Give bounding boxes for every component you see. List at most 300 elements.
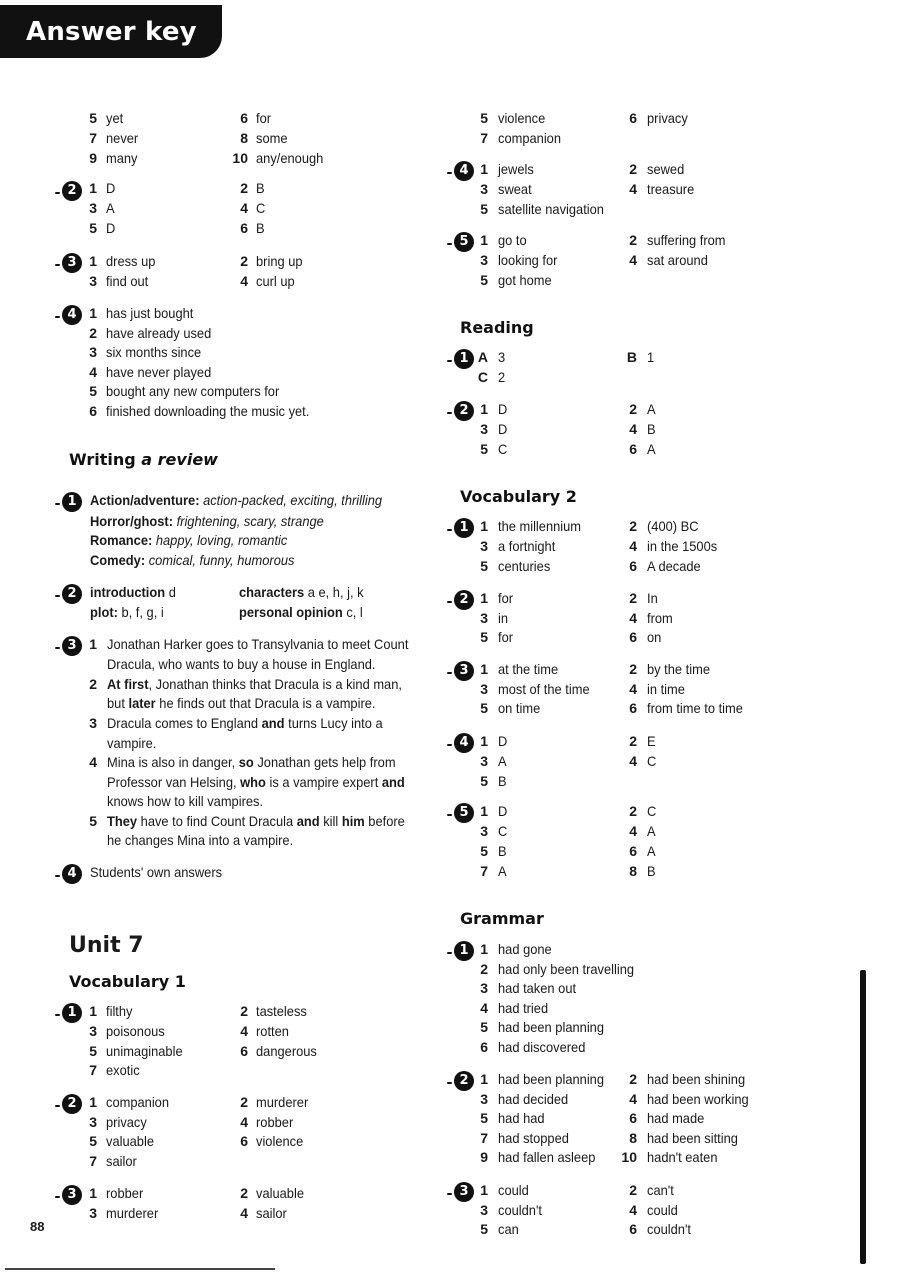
item-answer: sailor: [256, 1205, 287, 1221]
item-number: 4: [629, 181, 637, 197]
item-number: 2: [240, 180, 248, 196]
item-answer: suffering from: [647, 232, 726, 248]
item-answer: had stopped: [498, 1129, 569, 1146]
text-run: a e, h, j, k: [304, 584, 364, 600]
writing-3-line: vampire.: [107, 735, 157, 751]
text-run: before: [364, 813, 405, 829]
item-number: 5: [89, 1133, 97, 1150]
item-answer: C: [647, 803, 657, 819]
writing-1-line: [90, 513, 324, 529]
item-number: 5: [480, 629, 488, 646]
exercise-number-badge: 1: [454, 349, 474, 369]
item-answer: most of the time: [498, 680, 590, 697]
item-answer: on: [647, 629, 662, 646]
item-answer: at the time: [498, 661, 559, 677]
item-number: 2: [240, 1185, 248, 1201]
item-number: 6: [629, 441, 637, 457]
item-answer: robber: [106, 1185, 144, 1201]
text-run: Jonathan gets help from: [253, 754, 396, 770]
item-number: 2: [629, 161, 637, 177]
item-number: 1: [480, 941, 488, 957]
item-answer: a fortnight: [498, 538, 556, 554]
item-number: 3: [89, 1205, 97, 1221]
item-number: 4: [240, 273, 248, 289]
item-number: 5: [480, 773, 488, 789]
item-number: 2: [629, 1071, 637, 1087]
item-number: 6: [629, 700, 637, 717]
item-answer: in: [498, 609, 509, 626]
item-answer: murderer: [256, 1094, 309, 1110]
text-run: have to find Count Dracula: [137, 813, 297, 829]
writing-1-line: [90, 492, 382, 508]
exercise-number-badge: 2: [454, 401, 474, 421]
unit-heading: Unit 7: [69, 933, 144, 958]
text-run: b, f, g, i: [117, 604, 164, 620]
item-number: 3: [89, 344, 97, 361]
item-answer: sweat: [498, 181, 532, 197]
exercise-number-badge: 4: [454, 733, 474, 753]
item-number: 4: [240, 1113, 248, 1130]
item-answer: robber: [256, 1113, 294, 1130]
item-number: 5: [480, 843, 488, 859]
item-number: 3: [480, 181, 488, 197]
item-answer: C: [256, 200, 266, 216]
item-number: 4: [89, 363, 97, 380]
item-number: 2: [240, 1003, 248, 1019]
item-answer: privacy: [647, 110, 688, 126]
item-answer: E: [647, 733, 656, 749]
text-run: kill: [319, 813, 342, 829]
item-answer: (400) BC: [647, 518, 699, 534]
exercise-number-badge: 3: [62, 1185, 82, 1205]
item-answer: B: [498, 773, 507, 789]
item-number: 5: [480, 201, 488, 217]
item-answer: from time to time: [647, 700, 743, 717]
item-answer: privacy: [106, 1113, 147, 1130]
item-answer: had been sitting: [647, 1129, 738, 1146]
item-number: 6: [89, 403, 97, 419]
item-answer: poisonous: [106, 1022, 165, 1039]
item-answer: 2: [498, 369, 506, 385]
writing-2-line: [90, 584, 176, 600]
item-answer: for: [256, 110, 272, 126]
section-heading-writing: [69, 450, 218, 469]
text-run: personal opinion: [239, 604, 343, 620]
item-number: 2: [629, 733, 637, 749]
text-run: introduction: [90, 584, 166, 600]
item-answer: had discovered: [498, 1039, 586, 1055]
exercise-number-badge: 5: [454, 803, 474, 823]
item-answer: filthy: [106, 1003, 133, 1019]
item-number: 6: [629, 629, 637, 646]
text-run: Mina is also in danger,: [107, 754, 239, 770]
text-run: is a vampire expert: [265, 774, 382, 790]
item-number: 4: [629, 680, 637, 697]
writing-3-line: [107, 813, 405, 829]
text-run: frightening, scary, strange: [176, 513, 324, 529]
item-answer: had been planning: [498, 1071, 605, 1087]
item-number: 1: [480, 590, 488, 606]
writing-1-line: [90, 552, 294, 568]
item-answer: dress up: [106, 253, 156, 269]
item-answer: A: [647, 441, 656, 457]
item-answer: for: [498, 590, 514, 606]
item-number: 6: [629, 1221, 637, 1238]
item-answer: had tried: [498, 999, 549, 1016]
item-answer: yet: [106, 110, 124, 126]
item-number: 1: [480, 161, 488, 177]
item-answer: hadn't eaten: [647, 1149, 718, 1166]
item-answer: B: [647, 421, 656, 437]
writing-3-line: [107, 774, 405, 790]
item-number: 4: [629, 252, 637, 268]
item-answer: any/enough: [256, 150, 324, 166]
item-number: 1: [480, 803, 488, 819]
writing-4-answer: Students' own answers: [90, 864, 223, 880]
item-answer: had had: [498, 1110, 545, 1127]
item-number: 3: [480, 980, 488, 997]
item-number: 3: [89, 1022, 97, 1039]
item-number: 1: [89, 1185, 97, 1201]
item-number: 3: [480, 609, 488, 626]
item-answer: violence: [498, 110, 546, 126]
writing-3-line: [107, 676, 402, 692]
page-header-title: Answer key: [26, 17, 197, 47]
item-answer: finished downloading the music yet.: [106, 403, 310, 419]
item-answer: never: [106, 130, 139, 146]
item-number: 3: [480, 823, 488, 839]
text-run: plot:: [90, 604, 118, 620]
exercise-number-badge: 5: [454, 232, 474, 252]
item-number: 4: [629, 1090, 637, 1107]
item-answer: got home: [498, 272, 552, 288]
item-number: 6: [629, 558, 637, 574]
item-number: 3: [89, 1113, 97, 1130]
writing-2-line: [239, 604, 363, 620]
item-answer: companion: [498, 130, 562, 146]
exercise-number-badge: 3: [62, 253, 82, 273]
item-number: 4: [240, 1205, 248, 1221]
writing-3-line: knows how to kill vampires.: [107, 793, 264, 809]
text-run: They: [107, 813, 138, 829]
bottom-rule: [5, 1268, 275, 1270]
item-number: 4: [629, 609, 637, 626]
writing-3-line: [107, 715, 383, 731]
item-number: 6: [480, 1039, 488, 1055]
text-run: comical, funny, humorous: [148, 552, 295, 568]
exercise-number-badge: 3: [62, 636, 82, 656]
item-answer: D: [106, 220, 116, 236]
item-number: 7: [89, 1062, 97, 1079]
text-run: he finds out that Dracula is a vampire.: [155, 695, 376, 711]
item-answer: D: [498, 733, 508, 749]
item-answer: had been working: [647, 1090, 749, 1107]
item-number: 3: [480, 538, 488, 554]
heading-text: Writing: [69, 450, 142, 469]
text-run: who: [240, 774, 266, 790]
exercise-number-badge: 1: [454, 518, 474, 538]
item-answer: violence: [256, 1133, 304, 1150]
item-answer: had been shining: [647, 1071, 746, 1087]
item-answer: by the time: [647, 661, 711, 677]
item-answer: dangerous: [256, 1042, 317, 1059]
item-answer: can't: [647, 1182, 674, 1198]
margin-bar: [860, 970, 866, 1264]
item-number: 4: [629, 421, 637, 437]
exercise-number-badge: 2: [454, 590, 474, 610]
item-answer: A decade: [647, 558, 701, 574]
item-number: 2: [89, 676, 97, 692]
section-heading-vocabulary-2: Vocabulary 2: [460, 487, 577, 506]
item-number: 1: [89, 636, 97, 652]
item-answer: D: [106, 180, 116, 196]
item-number: 10: [621, 1149, 637, 1166]
text-run: turns Lucy into a: [284, 715, 383, 731]
item-answer: B: [256, 180, 265, 196]
item-number: 1: [89, 1094, 97, 1110]
text-run: Action/adventure:: [90, 492, 204, 508]
text-run: and: [261, 715, 285, 731]
exercise-number-badge: 2: [454, 1071, 474, 1091]
item-answer: A: [498, 753, 507, 769]
item-answer: unimaginable: [106, 1042, 183, 1059]
item-number: B: [626, 349, 637, 365]
item-number: 2: [629, 401, 637, 417]
text-run: , Jonathan thinks that Dracula is a kind man,: [148, 676, 402, 692]
item-answer: couldn't: [647, 1221, 692, 1238]
item-answer: satellite navigation: [498, 201, 604, 217]
writing-3-line: Dracula, who wants to buy a house in England.: [107, 656, 376, 672]
item-number: 1: [480, 733, 488, 749]
text-run: c, l: [342, 604, 363, 620]
item-number: 4: [240, 1022, 248, 1039]
item-answer: murderer: [106, 1205, 159, 1221]
text-run: him: [341, 813, 365, 829]
item-answer: sewed: [647, 161, 685, 177]
exercise-number-badge: 1: [62, 492, 82, 512]
text-run: Comedy:: [90, 552, 149, 568]
item-number: 4: [629, 823, 637, 839]
item-answer: six months since: [106, 344, 202, 361]
writing-3-line: [107, 754, 396, 770]
text-run: Dracula comes to England: [107, 715, 262, 731]
text-run: Horror/ghost:: [90, 513, 177, 529]
item-answer: C: [498, 441, 508, 457]
item-number: 2: [480, 960, 488, 977]
item-answer: valuable: [256, 1185, 304, 1201]
item-number: 3: [89, 715, 97, 731]
item-answer: had taken out: [498, 980, 577, 997]
item-number: 1: [480, 661, 488, 677]
text-run: Professor van Helsing,: [107, 774, 241, 790]
item-number: 3: [480, 680, 488, 697]
item-answer: some: [256, 130, 288, 146]
item-number: 3: [89, 200, 97, 216]
text-run: later: [128, 695, 156, 711]
item-answer: can: [498, 1221, 519, 1238]
exercise-number-badge: 4: [62, 864, 82, 884]
item-number: 2: [629, 232, 637, 248]
item-number: 2: [629, 803, 637, 819]
item-answer: in time: [647, 680, 685, 697]
item-answer: A: [498, 863, 507, 879]
item-number: 1: [89, 180, 97, 196]
item-number: 5: [480, 110, 488, 126]
item-answer: companion: [106, 1094, 170, 1110]
exercise-number-badge: 2: [62, 584, 82, 604]
item-number: 5: [89, 110, 97, 126]
item-number: 8: [629, 1129, 637, 1146]
item-number: 1: [480, 1071, 488, 1087]
item-number: 2: [89, 324, 97, 341]
item-number: 2: [629, 518, 637, 534]
text-run: but: [107, 695, 129, 711]
exercise-number-badge: 1: [454, 941, 474, 961]
item-number: 2: [629, 590, 637, 606]
item-answer: D: [498, 421, 508, 437]
exercise-number-badge: 1: [62, 1003, 82, 1023]
item-number: 1: [89, 253, 97, 269]
item-number: 3: [480, 252, 488, 268]
item-number: 6: [240, 1133, 248, 1150]
item-number: 5: [89, 813, 97, 829]
writing-3-line: [107, 695, 375, 711]
item-answer: the millennium: [498, 518, 582, 534]
writing-3-line: he changes Mina into a vampire.: [107, 832, 294, 848]
writing-2-line: [239, 584, 364, 600]
item-number: 2: [629, 661, 637, 677]
item-number: 1: [480, 1182, 488, 1198]
exercise-number-badge: 4: [62, 305, 82, 325]
item-number: 2: [240, 1094, 248, 1110]
item-number: 3: [480, 753, 488, 769]
item-number: 6: [629, 843, 637, 859]
item-number: 8: [240, 130, 248, 146]
item-answer: treasure: [647, 181, 695, 197]
writing-1-line: [90, 532, 287, 548]
item-number: 5: [89, 383, 97, 400]
item-number: A: [477, 349, 488, 365]
item-number: 5: [89, 220, 97, 236]
item-answer: had been planning: [498, 1019, 605, 1036]
item-answer: had fallen asleep: [498, 1149, 596, 1166]
item-number: 1: [480, 518, 488, 534]
item-answer: sat around: [647, 252, 708, 268]
text-run: d: [165, 584, 176, 600]
item-answer: C: [498, 823, 508, 839]
item-number: 4: [240, 200, 248, 216]
item-number: 7: [480, 863, 488, 879]
item-answer: has just bought: [106, 305, 194, 321]
item-number: 10: [232, 150, 248, 166]
item-number: 7: [89, 1152, 97, 1169]
item-number: 3: [480, 421, 488, 437]
item-number: 1: [89, 305, 97, 321]
item-answer: A: [647, 823, 656, 839]
text-run: Romance:: [90, 532, 156, 548]
heading-text-italic: a review: [141, 450, 218, 469]
item-number: 2: [629, 1182, 637, 1198]
section-heading-reading: Reading: [460, 318, 534, 337]
item-number: 5: [480, 700, 488, 717]
item-number: 4: [480, 999, 488, 1016]
item-answer: sailor: [106, 1152, 137, 1169]
item-answer: couldn't: [498, 1201, 543, 1218]
item-number: 4: [629, 753, 637, 769]
item-number: 7: [89, 130, 97, 146]
item-number: 5: [480, 1019, 488, 1036]
item-number: 5: [480, 1221, 488, 1238]
item-number: 7: [480, 130, 488, 146]
text-run: action-packed, exciting, thrilling: [203, 492, 383, 508]
item-number: 5: [480, 272, 488, 288]
writing-2-line: [90, 604, 164, 620]
writing-3-line: Jonathan Harker goes to Transylvania to meet Count: [107, 636, 409, 652]
item-answer: on time: [498, 700, 541, 717]
item-number: 6: [240, 220, 248, 236]
item-answer: A: [647, 843, 656, 859]
item-answer: many: [106, 150, 138, 166]
item-number: 6: [629, 110, 637, 126]
text-run: and: [296, 813, 320, 829]
item-answer: D: [498, 401, 508, 417]
item-number: 8: [629, 863, 637, 879]
item-answer: had gone: [498, 941, 552, 957]
item-answer: from: [647, 609, 673, 626]
item-number: 2: [240, 253, 248, 269]
text-run: so: [238, 754, 254, 770]
text-run: and: [381, 774, 405, 790]
item-number: 6: [240, 1042, 248, 1059]
item-answer: have never played: [106, 363, 212, 380]
item-answer: could: [647, 1201, 678, 1218]
item-number: 9: [89, 150, 97, 166]
item-answer: valuable: [106, 1133, 154, 1150]
item-number: 3: [480, 1090, 488, 1107]
item-answer: D: [498, 803, 508, 819]
item-answer: In: [647, 590, 658, 606]
item-answer: 3: [498, 349, 506, 365]
item-answer: centuries: [498, 558, 551, 574]
text-run: characters: [239, 584, 305, 600]
item-answer: A: [106, 200, 115, 216]
exercise-number-badge: 2: [62, 181, 82, 201]
item-number: 4: [629, 538, 637, 554]
answer-key-banner: [0, 5, 222, 58]
item-answer: exotic: [106, 1062, 140, 1079]
item-number: 5: [480, 441, 488, 457]
exercise-number-badge: 4: [454, 161, 474, 181]
item-number: 1: [480, 232, 488, 248]
item-answer: had made: [647, 1110, 705, 1127]
item-answer: had decided: [498, 1090, 569, 1107]
text-run: At first: [107, 676, 149, 692]
item-answer: B: [647, 863, 656, 879]
item-number: 4: [89, 754, 97, 770]
item-answer: B: [498, 843, 507, 859]
item-answer: rotten: [256, 1022, 289, 1039]
item-number: 1: [89, 1003, 97, 1019]
item-number: 5: [480, 558, 488, 574]
item-answer: tasteless: [256, 1003, 307, 1019]
item-answer: in the 1500s: [647, 538, 718, 554]
item-number: 9: [480, 1149, 488, 1166]
item-answer: had only been travelling: [498, 960, 635, 977]
item-answer: B: [256, 220, 265, 236]
item-answer: jewels: [498, 161, 534, 177]
item-number: 6: [240, 110, 248, 126]
exercise-number-badge: 3: [454, 661, 474, 681]
